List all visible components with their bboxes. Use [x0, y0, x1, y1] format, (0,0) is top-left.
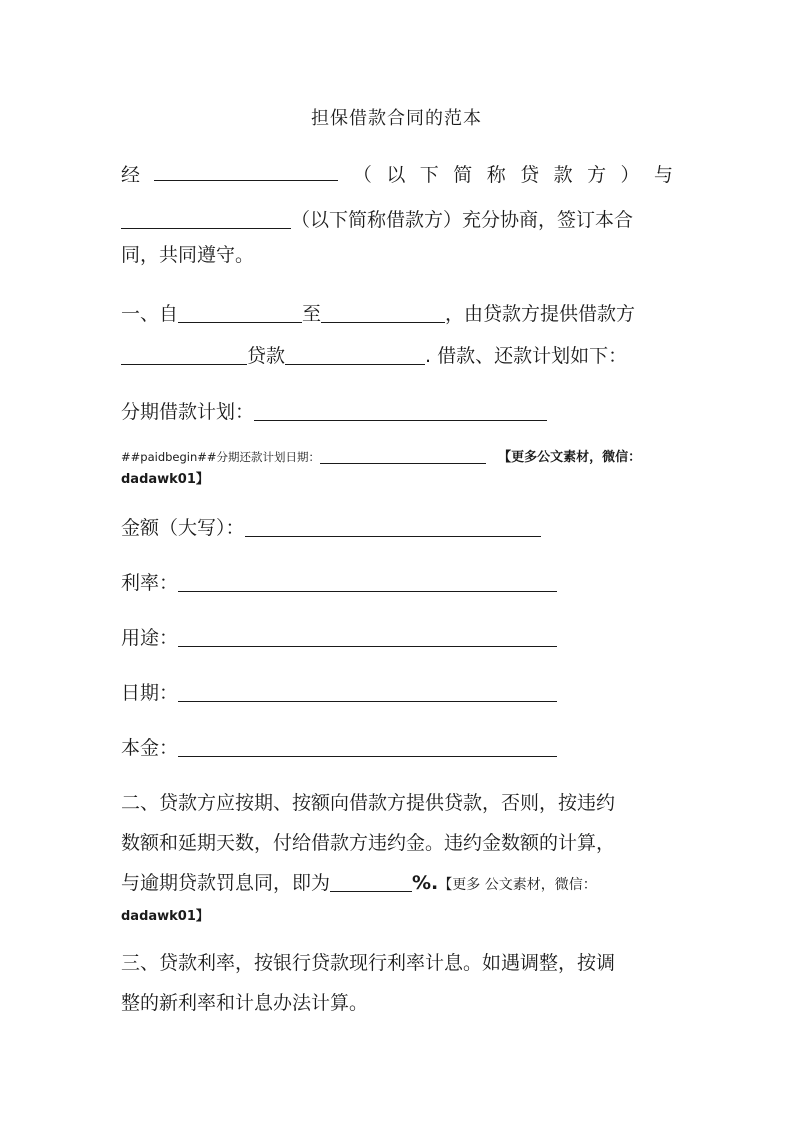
clause-3-line-2: 整的新利率和计息办法计算。 [121, 992, 369, 1014]
clause-1-line-2: 贷款 . 借款、还款计划如下： [121, 341, 627, 368]
intro-line-2: （以下简称借款方）充分协商，签订本合 [121, 205, 633, 232]
loan-amount-blank[interactable] [285, 344, 425, 365]
use-blank[interactable] [178, 626, 557, 647]
text-jing: 经 [121, 164, 141, 186]
document-title: 担保借款合同的范本 [311, 108, 482, 129]
lender-blank[interactable] [154, 160, 338, 181]
clause-1-line-1: 一、自 至 ，由贷款方提供借款方 [121, 303, 636, 325]
penalty-rate-blank[interactable] [330, 871, 412, 892]
clause-3-line-1: 三、贷款利率，按银行贷款现行利率计息。如遇调整，按调 [121, 952, 616, 974]
clause-2-line-2: 数额和延期天数，付给借款方违约金。违约金数额的计算， [121, 832, 616, 854]
amount-field: 金额（大写）： [121, 513, 541, 540]
clause-2-line-1: 二、贷款方应按期、按额向借款方提供贷款，否则，按违约 [121, 792, 616, 814]
borrow-plan-line: 分期借款计划： [121, 397, 547, 424]
clause-2-promo-id: dadawk01】 [121, 909, 209, 924]
repay-date-blank[interactable] [320, 444, 486, 464]
intro-line-3: 同，共同遵守。 [121, 244, 255, 266]
date-blank[interactable] [178, 681, 557, 702]
clause-2-line-3: 与逾期贷款罚息同，即为 %.【更多 公文素材，微信： [121, 872, 597, 894]
rate-field: 利率： [121, 568, 557, 595]
promo-id-line: dadawk01】 [121, 472, 209, 487]
principal-blank[interactable] [178, 736, 557, 757]
borrow-plan-blank[interactable] [254, 400, 547, 421]
repay-plan-line: ##paidbegin##分期还款计划日期： 【更多公文素材，微信： [121, 444, 641, 466]
amount-blank[interactable] [245, 516, 541, 537]
use-field: 用途： [121, 623, 557, 650]
start-date-blank[interactable] [178, 302, 302, 323]
principal-field: 本金： [121, 733, 557, 760]
borrower-blank[interactable] [121, 208, 291, 229]
end-date-blank[interactable] [321, 302, 445, 323]
rate-blank[interactable] [178, 571, 557, 592]
date-field: 日期： [121, 678, 557, 705]
intro-line-1: 经 （ 以 下 简 称 贷 款 方 ） 与 [121, 160, 673, 187]
text-yu: 与 [653, 164, 673, 186]
borrower-name-blank[interactable] [121, 344, 247, 365]
